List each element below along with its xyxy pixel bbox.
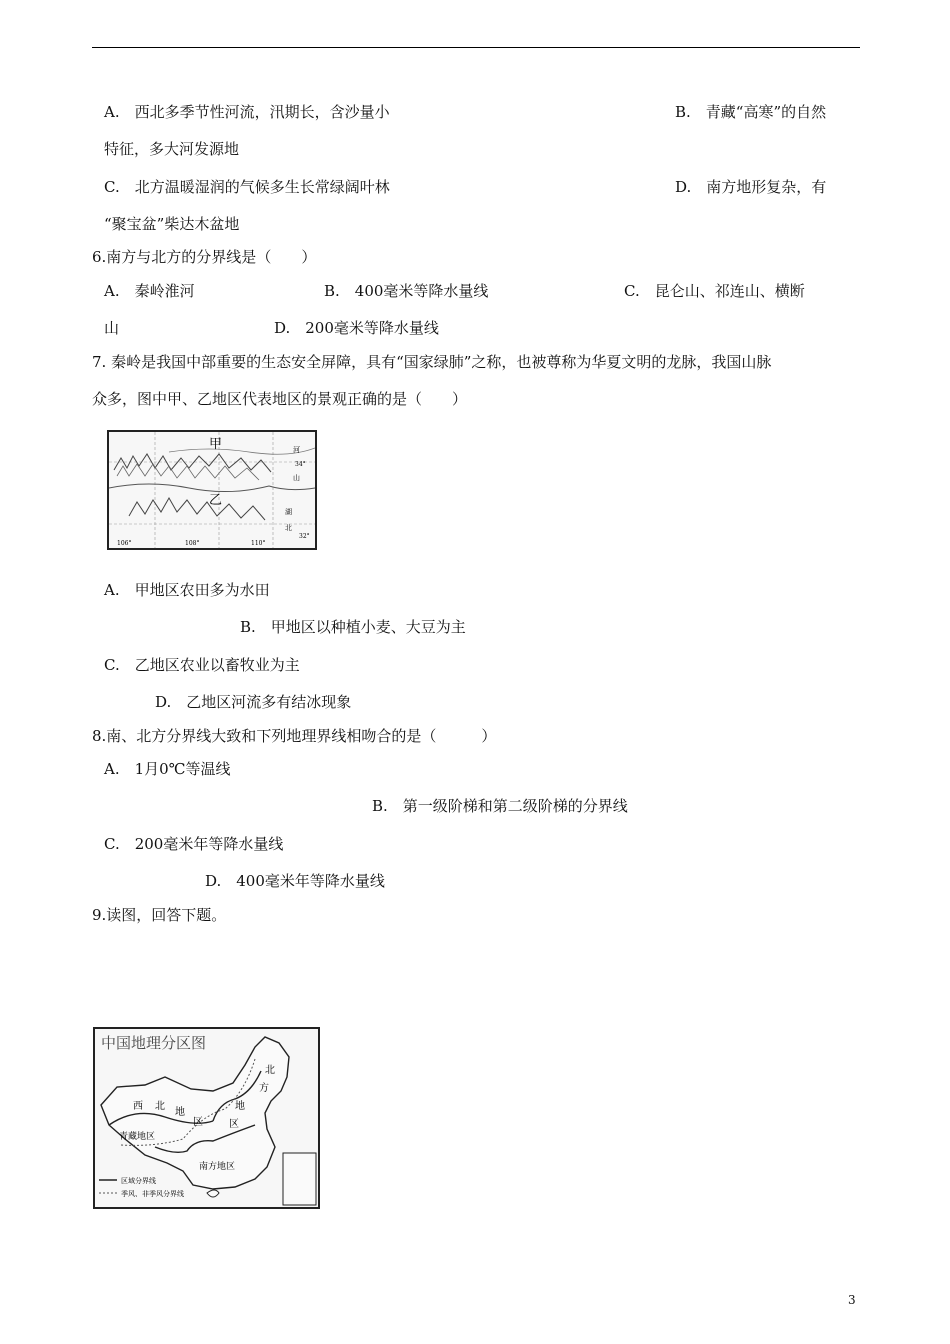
q8-option-b: B. 第一级阶梯和第二级阶梯的分界线 [372, 797, 628, 815]
q7-option-d: D. 乙地区河流多有结冰现象 [155, 693, 352, 711]
q7-stem-line2: 众多，图中甲、乙地区代表地区的景观正确的是（ ） [92, 390, 468, 408]
han-river [109, 484, 315, 492]
hainan-island [207, 1190, 219, 1197]
q5-option-d-continued: “聚宝盆”柴达木盆地 [104, 215, 240, 233]
header-rule [92, 47, 860, 48]
q8-option-a: A. 1月0℃等温线 [104, 760, 231, 778]
label-di: 地 [175, 1107, 185, 1118]
q5-option-a: A. 西北多季节性河流，汛期长，含沙量小 [104, 103, 390, 121]
q6-stem: 6.南方与北方的分界线是（ ） [92, 248, 317, 266]
label-north-di: 地 [235, 1101, 245, 1112]
label-bei: 北 [155, 1101, 165, 1112]
label-lon-106: 106° [117, 540, 132, 547]
q9-stem: 9.读图，回答下题。 [92, 906, 227, 924]
q6-option-c: C. 昆仑山、祁连山、横断 [624, 282, 805, 300]
q5-option-b-continued: 特征，多大河发源地 [104, 140, 240, 158]
label-bei: 北 [285, 524, 292, 532]
label-north-qu: 区 [229, 1119, 239, 1130]
dabashan-mountains [129, 498, 265, 520]
q5-option-b: B. 青藏“高寒”的自然 [675, 103, 827, 121]
q6-option-c-continued: 山 [104, 319, 120, 337]
page-number: 3 [848, 1293, 856, 1307]
q7-stem-line1: 7. 秦岭是我国中部重要的生态安全屏障，具有“国家绿肺”之称，也被尊称为华夏文明的龙脉，我国山脉 [92, 353, 772, 371]
q6-option-a: A. 秦岭淮河 [104, 282, 195, 300]
qinling-mountains [114, 454, 271, 472]
south-china-sea-inset [283, 1153, 316, 1205]
label-lon-108: 108° [185, 540, 200, 547]
label-lat-32: 32° [299, 533, 310, 540]
q6-option-b: B. 400毫米等降水量线 [324, 282, 489, 300]
qinling-map [109, 432, 315, 548]
label-lon-110: 110° [251, 540, 266, 547]
q7-option-a: A. 甲地区农田多为水田 [104, 581, 270, 599]
label-yi: 乙 [209, 493, 223, 508]
q7-option-b: B. 甲地区以种植小麦、大豆为主 [240, 618, 466, 636]
q8-stem: 8.南、北方分界线大致和下列地理界线相吻合的是（ ） [92, 727, 497, 745]
label-nanfang: 南方地区 [199, 1162, 236, 1172]
q5-option-d: D. 南方地形复杂，有 [675, 178, 827, 196]
label-qingzang: 青藏地区 [119, 1132, 156, 1142]
qinling-map-figure [107, 430, 317, 550]
map-title: 中国地理分区图 [101, 1034, 207, 1052]
label-jia: 甲 [209, 437, 223, 452]
q7-option-c: C. 乙地区农业以畜牧业为主 [104, 656, 300, 674]
label-north-fang: 方 [259, 1083, 269, 1094]
label-he: 河 [293, 446, 300, 454]
legend-region-label: 区域分界线 [121, 1177, 156, 1185]
label-north-bei: 北 [265, 1065, 275, 1076]
q6-option-d: D. 200毫米等降水量线 [274, 319, 439, 337]
q5-option-c: C. 北方温暖湿润的气候多生长常绿阔叶林 [104, 178, 390, 196]
legend-monsoon-label: 季风、非季风分界线 [121, 1190, 184, 1198]
q8-option-c: C. 200毫米年等降水量线 [104, 835, 284, 853]
label-qu: 区 [193, 1117, 203, 1128]
china-regions-map-figure [93, 1027, 320, 1209]
china-regions-map [95, 1029, 318, 1207]
china-outline [101, 1037, 289, 1189]
label-xi: 西 [133, 1101, 143, 1112]
label-shan: 山 [293, 474, 300, 482]
label-lat-34: 34° [295, 461, 306, 468]
label-hu: 湖 [285, 508, 292, 516]
q8-option-d: D. 400毫米年等降水量线 [205, 872, 385, 890]
